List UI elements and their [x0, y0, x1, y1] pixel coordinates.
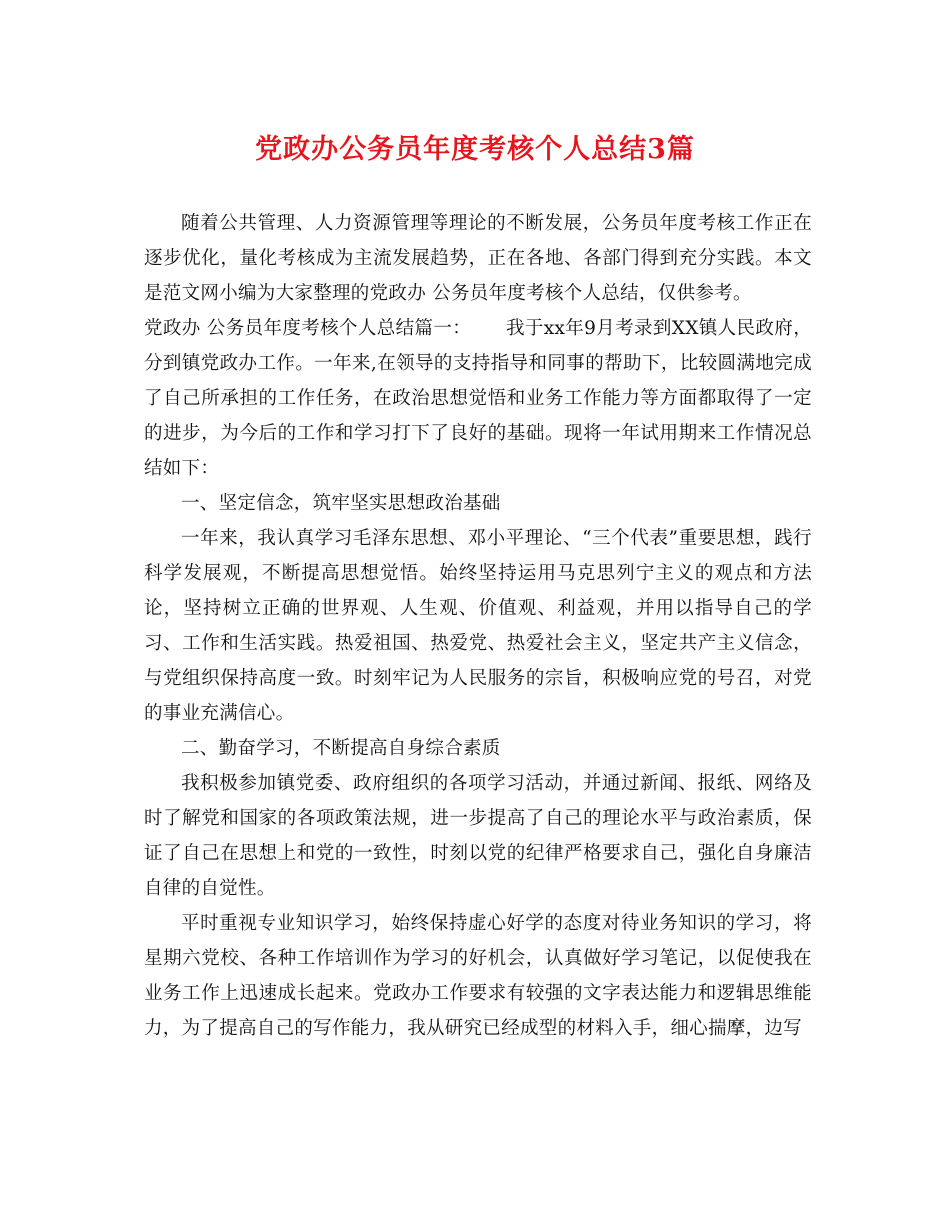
article-one-paragraph: 党政办 公务员年度考核个人总结篇一： 我于xx年9月考录到XX镇人民政府，分到镇党政办工作。一年来,在领导的支持指导和同事的帮助下，比较圆满地完成了自己所承担的工作任务，在政治思想觉悟和业务工作能力等方面都取得了一定的进步，为今后的工作和学习打下了良好的基础。现将一年试用期来工作情况总结如下： [144, 318, 812, 479]
section-heading-2: 二、勤奋学习，不断提高自身综合素质 [181, 738, 501, 759]
body-paragraph: 我积极参加镇党委、政府组织的各项学习活动，并通过新闻、报纸、网络及时了解党和国家的各项政策法规，进一步提高了自己的理论水平与政治素质，保证了自己在思想上和党的一致性，时刻以党的纪律严格要求自己，强化自身廉洁自律的自觉性。 [144, 773, 812, 899]
body-paragraph: 平时重视专业知识学习，始终保持虚心好学的态度对待业务知识的学习，将星期六党校、各种工作培训作为学习的好机会，认真做好学习笔记，以促使我在业务工作上迅速成长起来。党政办工作要求有较强的文字表达能力和逻辑思维能力，为了提高自己的写作能力，我从研究已经成型的材料入手，细心揣摩，边写 [144, 913, 812, 1039]
document-body [144, 206, 812, 1046]
section-heading-1: 一、坚定信念，筑牢坚实思想政治基础 [181, 493, 501, 514]
intro-paragraph: 随着公共管理、人力资源管理等理论的不断发展，公务员年度考核工作正在逐步优化，量化考核成为主流发展趋势，正在各地、各部门得到充分实践。本文是范文网小编为大家整理的党政办 公务员年度考核个人总结，仅供参考。 [144, 213, 812, 304]
body-paragraph: 一年来，我认真学习毛泽东思想、邓小平理论、“三个代表”重要思想，践行科学发展观，不断提高思想觉悟。始终坚持运用马克思列宁主义的观点和方法论，坚持树立正确的世界观、人生观、价值观、利益观，并用以指导自己的学习、工作和生活实践。热爱祖国、热爱党、热爱社会主义，坚定共产主义信念，与党组织保持高度一致。时刻牢记为人民服务的宗旨，积极响应党的号召，对党的事业充满信心。 [144, 528, 812, 724]
document-title: 党政办公务员年度考核个人总结3篇 [255, 134, 695, 165]
